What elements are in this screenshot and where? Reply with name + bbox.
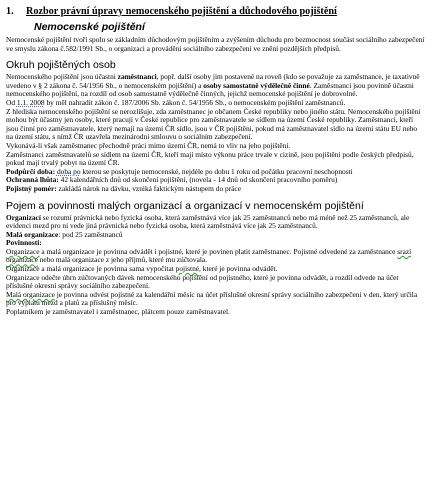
chapter-number: 1.: [6, 6, 14, 17]
paragraph-intro: Nemocenské pojištění tvoří spolu se základním důchodovým pojištěním a zvýšením důchodu pro bezmocnost součást sociálního zabezpečení ve smyslu zákona č.582/1991 Sb., o organizaci a provádění sociálního zabezpečení ve znění pozdějších předpisů.: [6, 35, 425, 53]
paragraph-support-period: Podpůrčí doba: doba po kterou se poskytuje nemocenské, nejdéle po dobu 1 roku od počátku pracovní neschopnosti: [6, 166, 353, 176]
paragraph-organization-definition: Organizací se rozumí právnická nebo fyzická osoba, která zaměstnává více jak 25 zaměstnanců nebo má méně než 25 zaměstnanců, ale evidenci mezd pro ni vede jiná právnická nebo fyzická osoba, která zaměstnává více jak 25 zaměstnanců.: [6, 212, 410, 231]
paragraph-small-organization: Malá organizace: pod 25 zaměstnanců: [6, 229, 123, 239]
paragraph-duty-pay: Malá organizace je povinna odvést pojistné za kalendářní měsíc na účet příslušné okresní správy sociálního zabezpečení v den, který určila pro výplatu mezd a platů za příslušný měsíc.: [6, 289, 418, 308]
paragraph-new-law: Od 1.1. 2008 by měl nahradit zákon č. 187/2006 Sb. zákon č. 54/1956 Sb., o nemocenském pojištění zaměstnanců.: [6, 97, 346, 107]
paragraph-temporary-work: Vykonává-li však zaměstnanec přechodně práci mimo území ČR, nemá to vliv na jeho pojištění.: [6, 140, 291, 150]
paragraph-work-abroad: Zaměstnanci zaměstnavatelů se sídlem na území ČR, kteří mají místo výkonu práce trvale v cizině, jsou pojištěni podle českých předpisů, pokud mají trvalý pobyt na území ČR.: [6, 149, 414, 168]
paragraph-protection-period: Ochranná lhůta: 42 kalendářních dnů od skončení pojištění, (novela - 14 dnů od skončení pracovního poměru): [6, 175, 338, 185]
paragraph-participants: Nemocenského pojištění jsou účastni zaměstnanci, popř. další osoby jim postavené na roveň (kdo se považuje za zaměstnance, je taxativně uvedeno v § 2 zákona č. 54/1956 Sb., o nemocenském pojištění) a osoby samostatně výdělečně činné. Zaměstnanci jsou povinně účastni nemocenského pojištění, na rozdíl od osob samostatně výdělečně činných, jejichž nemocenské pojištění je dobrovolné.: [6, 72, 420, 99]
paragraph-duty-withhold: Organizace a malá organizace je povinna odvádět i pojistné, které je povinen platit zaměstnanec. Pojistné odvedené za zaměstnance srazí organizace nebo malá organizace z jeho příjmů, které mu zúčtovala.: [6, 246, 412, 265]
paragraph-duties-label: Povinnosti:: [6, 238, 42, 248]
paragraph-citizenship: Z hlediska nemocenského pojištění se nerozlišuje, zda zaměstnanec je občanem České republiky nebo jiného státu. Nemocenského pojištěni mohou být účastny jen osoby, které pracují v České republice pro zaměstnavatele se sídlem na území České republiky. Zaměstnanci, kteří jsou činní pro zaměstnavatele, který nemají na území ČR sídlo, jsou v ČR pojištěni, pokud má zaměstnavatel sídlo na území státu EU nebo na území státu, s nímž ČR uzavřela mezinárodní smlouvu o sociálním zabezpečení.: [6, 106, 421, 142]
paragraph-duty-calculate: Organizace a malá organizace je povinna sama vypočítat pojistné, které je povinna odvádět.: [6, 264, 278, 274]
paragraph-duty-deduct: Organizace odečte úhrn zúčtovaných dávek nemocenského pojištění od pojistného, které je povinna odvádět, a rozdíl odvede na účet příslušné okresní správy sociálního zabezpečení.: [6, 272, 399, 291]
section-title-insured-persons: Okruh pojištěných osob: [6, 59, 116, 72]
paragraph-insurance-relation: Pojistný pomér: zakládá nárok na dávku, vzniká faktickým nástupem do práce: [6, 183, 241, 193]
paragraph-payer: Poplatníkem je zaměstnavatel i zaměstnanec, plátcem pouze zaměstnavatel.: [6, 307, 230, 317]
section-title-sick-insurance: Nemocenské pojištění: [34, 21, 145, 33]
section-title-organizations: Pojem a povinnosti malých organizací a organizací v nemocenském pojištění: [6, 199, 364, 212]
chapter-title: Rozbor právní úpravy nemocenského pojištění a důchodového pojištění: [26, 6, 337, 17]
chapter-heading: [6, 6, 425, 17]
